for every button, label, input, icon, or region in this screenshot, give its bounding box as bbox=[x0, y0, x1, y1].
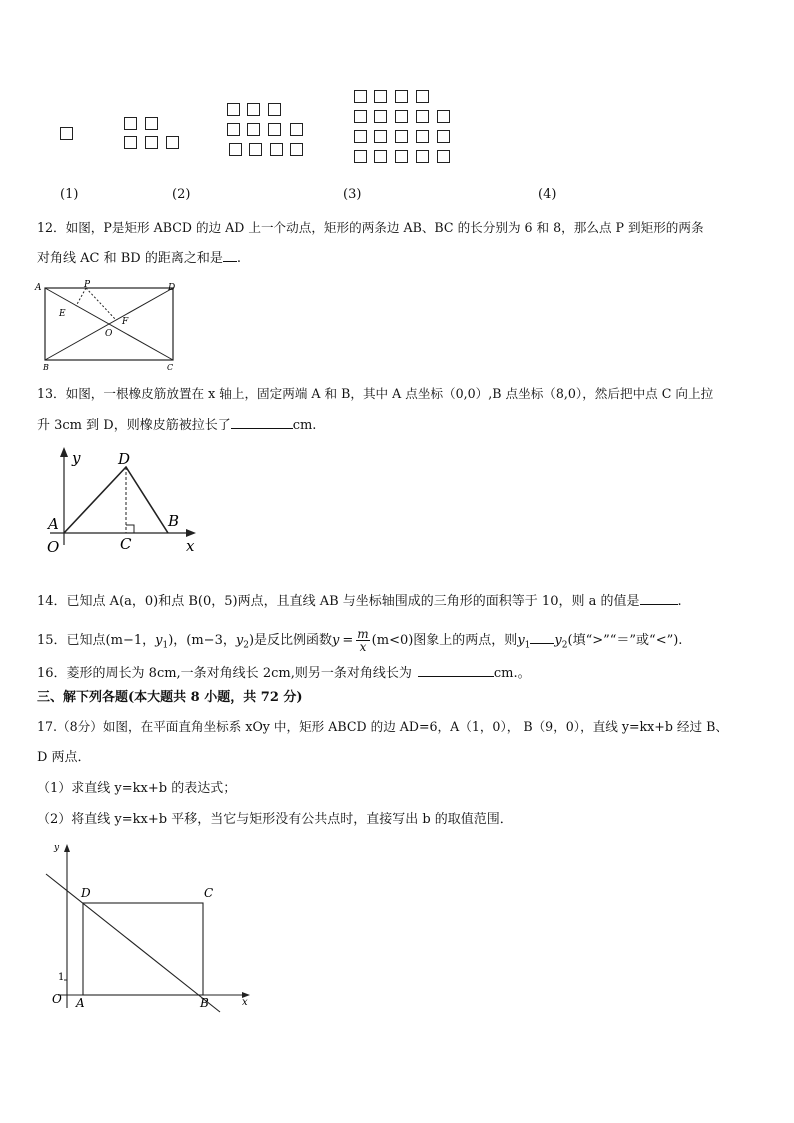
q12-label-c: C bbox=[167, 363, 174, 372]
rubber-band bbox=[64, 467, 168, 533]
q15-fn-denominator: x bbox=[359, 640, 367, 654]
square-tile bbox=[416, 130, 429, 143]
q13-label-y: y bbox=[72, 449, 81, 467]
square-tile bbox=[395, 130, 408, 143]
q17-label-y: y bbox=[54, 843, 60, 853]
q16-text-pre: 16．菱形的周长为 8cm,一条对角线长 2cm,则另一条对角线长为 bbox=[37, 666, 412, 681]
q13-y-axis-arrow bbox=[60, 447, 68, 457]
q13-label-d: D bbox=[118, 450, 131, 468]
square-tile bbox=[416, 90, 429, 103]
square-tile bbox=[229, 143, 242, 156]
q17-part1: （1）求直线 y=kx+b 的表达式； bbox=[37, 781, 237, 796]
square-tile bbox=[145, 117, 158, 130]
square-tile bbox=[268, 123, 281, 136]
figure-caption-1: (1) bbox=[60, 187, 79, 202]
q12-label-a: A bbox=[35, 283, 42, 293]
rectangle-abcd bbox=[83, 903, 203, 995]
square-tile bbox=[437, 130, 450, 143]
q15-answer-blank bbox=[530, 631, 554, 644]
q15-part3: )，(m−3， bbox=[168, 633, 236, 648]
q17-label-b: B bbox=[200, 996, 209, 1010]
q17-coordinate-figure bbox=[38, 840, 258, 1015]
square-tile bbox=[437, 150, 450, 163]
square-tile bbox=[354, 110, 367, 123]
q17-label-c: C bbox=[204, 886, 214, 900]
q12-label-e: E bbox=[59, 309, 66, 319]
q15-fn-condition: (m<0)图象上的两点，则 bbox=[371, 633, 518, 648]
q12-text-line2 bbox=[37, 249, 241, 268]
figure-caption-4: (4) bbox=[538, 187, 557, 202]
square-tile bbox=[354, 90, 367, 103]
q15-fn-y: y bbox=[332, 633, 340, 648]
q13-rubber-band-figure bbox=[40, 445, 210, 560]
q17-label-o: O bbox=[52, 992, 62, 1006]
square-tile bbox=[249, 143, 262, 156]
q15-y2-compare: y bbox=[554, 633, 562, 648]
line-bd bbox=[46, 874, 220, 1012]
q12-answer-blank bbox=[223, 249, 237, 262]
q13-label-o: O bbox=[47, 538, 60, 556]
q17-label-x: x bbox=[242, 997, 248, 1008]
q15-y1-sub: 1 bbox=[162, 640, 169, 651]
square-tile bbox=[290, 143, 303, 156]
figure-caption-3: (3) bbox=[343, 187, 362, 202]
q13-label-a: A bbox=[48, 515, 59, 533]
q13-label-b: B bbox=[168, 512, 180, 530]
q17-text-line2: D 两点． bbox=[37, 750, 91, 765]
q14-answer-blank bbox=[640, 592, 678, 605]
q14-text bbox=[37, 592, 682, 611]
q12-label-p: P bbox=[84, 280, 91, 290]
q13-label-c: C bbox=[120, 535, 132, 553]
square-tile bbox=[60, 127, 73, 140]
square-tile bbox=[145, 136, 158, 149]
q15-y2: y bbox=[235, 633, 244, 648]
square-tile bbox=[290, 123, 303, 136]
q12-label-d: D bbox=[168, 283, 176, 293]
q17-label-a: A bbox=[76, 996, 85, 1010]
square-tile bbox=[247, 103, 260, 116]
q15-y2-compare-sub: 2 bbox=[561, 640, 568, 651]
square-tile bbox=[227, 123, 240, 136]
square-tile bbox=[416, 150, 429, 163]
q17-part2: （2）将直线 y=kx+b 平移，当它与矩形没有公共点时，直接写出 b 的取值范围． bbox=[37, 812, 513, 827]
square-tile bbox=[247, 123, 260, 136]
q16-answer-blank bbox=[418, 664, 494, 677]
square-tile bbox=[354, 150, 367, 163]
q17-y-axis-arrow bbox=[64, 844, 70, 852]
square-tile bbox=[374, 90, 387, 103]
q13-text-line2-post: cm. bbox=[292, 418, 317, 433]
square-tile bbox=[227, 103, 240, 116]
q15-part5: )是反比例函数 bbox=[248, 633, 333, 648]
square-tile bbox=[124, 136, 137, 149]
q15-y2-sub: 2 bbox=[243, 640, 249, 651]
q12-rectangle-figure bbox=[30, 280, 190, 375]
section-heading: 三、解下列各题(本大题共 8 小题，共 72 分) bbox=[37, 690, 303, 705]
square-tile bbox=[395, 90, 408, 103]
square-tile bbox=[437, 110, 450, 123]
square-tile bbox=[416, 110, 429, 123]
figure-caption-2: (2) bbox=[172, 187, 191, 202]
q17-text-line1: 17.（8分）如图，在平面直角坐标系 xOy 中，矩形 ABCD 的边 AD=6，A（1，0）， B（9，0），直线 y=kx+b 经过 B、 bbox=[37, 719, 728, 734]
q12-text-line1: 12．如图，P是矩形 ABCD 的边 AD 上一个动点，矩形的两条边 AB、BC 的长分别为 6 和 8，那么点 P 到矩形的两条 bbox=[37, 220, 704, 235]
q15-y1-compare: y bbox=[517, 633, 525, 648]
q17-label-d: D bbox=[81, 886, 91, 900]
square-tile bbox=[374, 150, 387, 163]
q16-text-post: cm.。 bbox=[493, 666, 531, 681]
q15-text bbox=[37, 628, 682, 655]
q13-label-x: x bbox=[186, 537, 195, 555]
q15-fn-eq: = bbox=[342, 633, 354, 648]
square-tile bbox=[124, 117, 137, 130]
q16-text bbox=[37, 664, 531, 683]
q12-label-f: F bbox=[122, 317, 129, 327]
q15-fn-numerator: m bbox=[357, 627, 369, 641]
square-tile bbox=[395, 150, 408, 163]
square-tile bbox=[374, 110, 387, 123]
square-tile bbox=[354, 130, 367, 143]
square-tile bbox=[270, 143, 283, 156]
q15-part8: (填“>”“＝”或“<”). bbox=[567, 633, 683, 648]
square-tile bbox=[374, 130, 387, 143]
right-angle-mark bbox=[126, 525, 134, 533]
q13-text-line1: 13．如图，一根橡皮筋放置在 x 轴上，固定两端 A 和 B，其中 A 点坐标（0,0）,B 点坐标（8,0），然后把中点 C 向上拉 bbox=[37, 386, 714, 401]
q13-text-line2-pre: 升 3cm 到 D，则橡皮筋被拉长了 bbox=[37, 418, 231, 433]
square-tile bbox=[268, 103, 281, 116]
perpendicular-pe bbox=[76, 288, 86, 306]
q14-text-post: . bbox=[677, 594, 682, 609]
square-tile bbox=[395, 110, 408, 123]
q12-label-b: B bbox=[43, 363, 49, 372]
square-tile bbox=[166, 136, 179, 149]
q17-label-one: 1 bbox=[58, 972, 65, 983]
q13-text-line2 bbox=[37, 416, 316, 435]
q15-y1-compare-sub: 1 bbox=[524, 640, 531, 651]
q13-answer-blank bbox=[231, 416, 293, 429]
q15-part1: 15．已知点(m−1， bbox=[37, 633, 156, 648]
q12-text-line2-post: . bbox=[236, 251, 241, 266]
q14-text-pre: 14．已知点 A(a，0)和点 B(0，5)两点，且直线 AB 与坐标轴围成的三角形的面积等于 10，则 a 的值是 bbox=[37, 594, 640, 609]
q15-y1: y bbox=[155, 633, 163, 648]
perpendicular-pf bbox=[86, 288, 116, 320]
q13-x-axis-arrow bbox=[186, 529, 196, 537]
q12-text-line2-pre: 对角线 AC 和 BD 的距离之和是 bbox=[37, 251, 223, 266]
q15-fraction bbox=[356, 628, 369, 653]
q12-label-o: O bbox=[105, 329, 113, 339]
